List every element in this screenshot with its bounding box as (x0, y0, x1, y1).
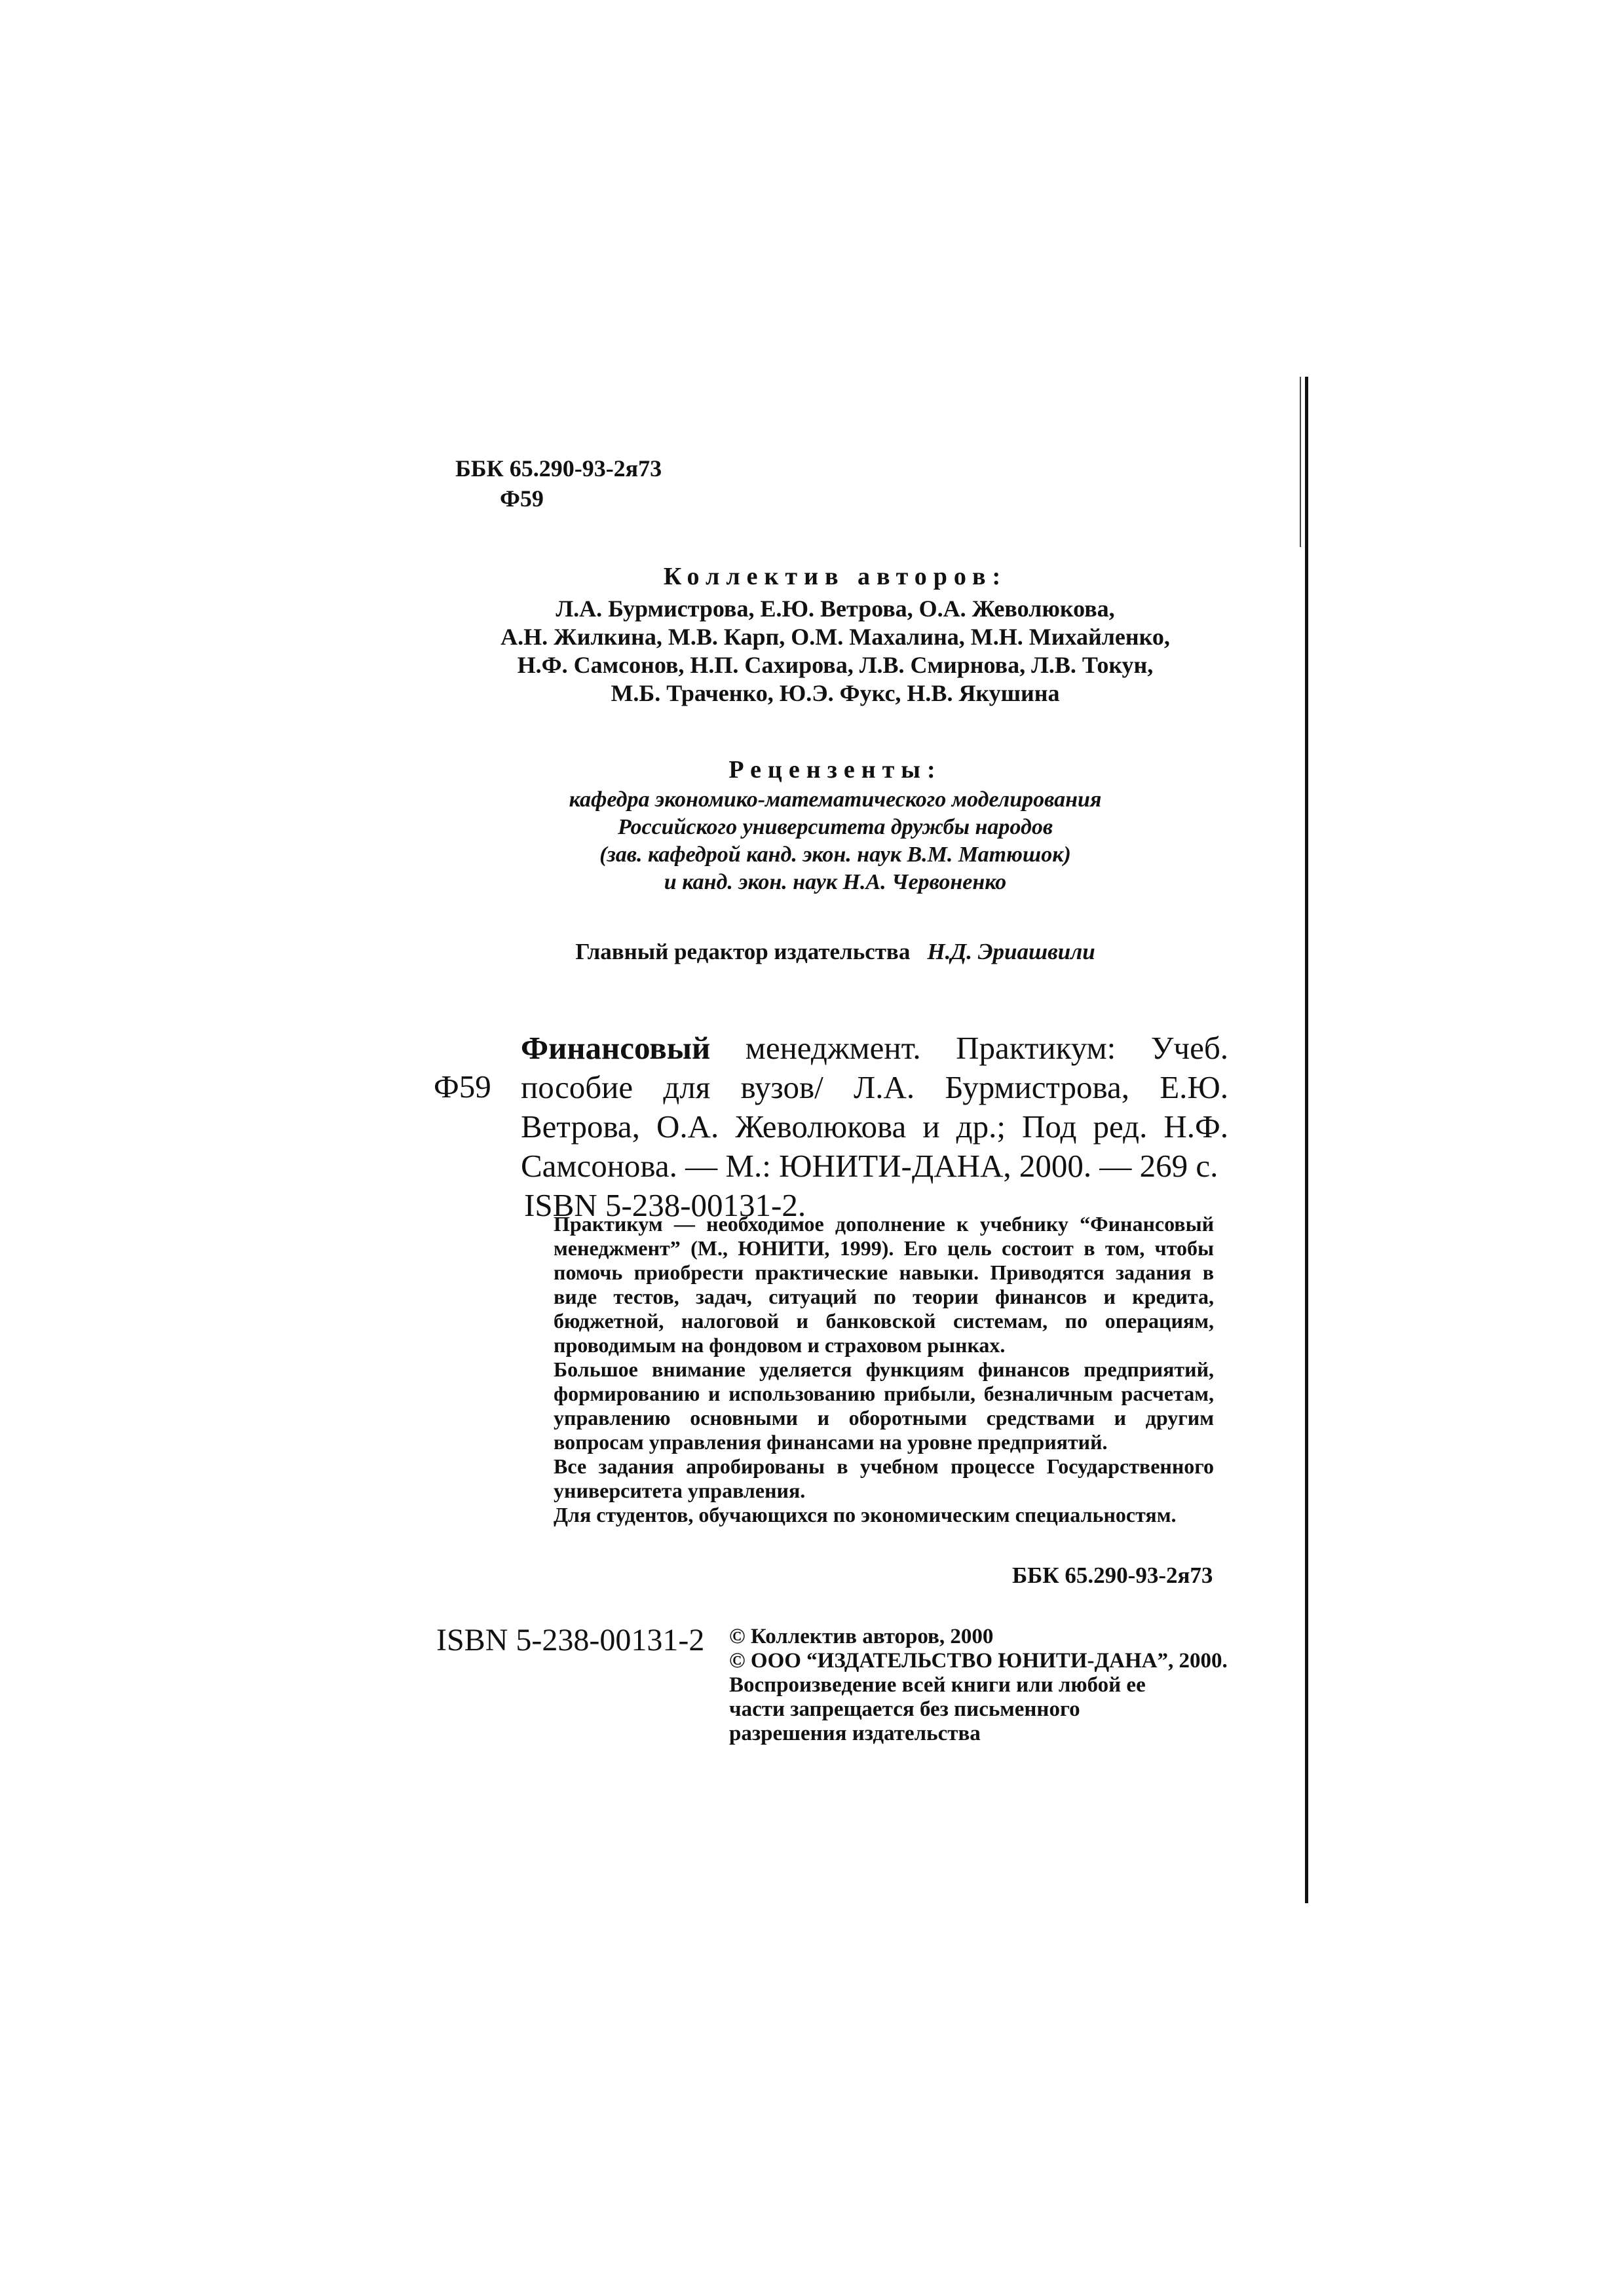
reviewers-heading: Рецензенты: (728, 756, 942, 784)
authors-line: Л.А. Бурмистрова, Е.Ю. Ветрова, О.А. Жеволюкова, (556, 596, 1115, 622)
authors-line: Н.Ф. Самсонов, Н.П. Сахирова, Л.В. Смирнова, Л.В. Токун, (517, 652, 1154, 678)
reviewers-list (393, 786, 1277, 896)
abstract (554, 1212, 1214, 1527)
abstract-paragraph: Все задания апробированы в учебном процессе Государственного университета управления. (554, 1454, 1214, 1502)
bbk-classification-top (455, 453, 662, 514)
bbk-code: ББК 65.290-93-2я73 (455, 455, 662, 482)
abstract-paragraph: Для студентов, обучающихся по экономическим специальностям. (554, 1503, 1177, 1526)
copyright-line: © Коллектив авторов, 2000 (729, 1625, 994, 1648)
page-edge-line (1305, 377, 1308, 1903)
authors-list (393, 595, 1277, 708)
isbn: ISBN 5-238-00131-2 (436, 1623, 705, 1658)
authors-line: А.Н. Жилкина, М.В. Карп, О.М. Махалина, М.Н. Михайленко, (500, 624, 1170, 650)
bibliographic-isbn: ISBN 5-238-00131-2. (524, 1187, 806, 1223)
chief-editor (393, 939, 1277, 965)
authors-line: М.Б. Траченко, Ю.Э. Фукс, Н.В. Якушина (611, 680, 1060, 706)
copyright-line: части запрещается без письменного (729, 1697, 1080, 1721)
bbk-classification-bottom: ББК 65.290-93-2я73 (1012, 1563, 1213, 1588)
book-title-bold: Финансовый (521, 1030, 711, 1066)
bibliographic-index: Ф59 (434, 1069, 491, 1105)
copyright-line: Воспроизведение всей книги или любой ее (729, 1673, 1146, 1697)
authors-heading: Коллектив авторов: (663, 563, 1008, 590)
reviewers-line: Российского университета дружбы народов (617, 815, 1053, 839)
abstract-paragraph: Практикум — необходимое дополнение к учебнику “Финансовый менеджмент” (М., ЮНИТИ, 1999). Его цель состоит в том, чтобы помочь приобрести практические навыки. Приводятся задания в виде тестов, задач, ситуаций по теории финансов и кредита, бюджетной, налоговой и банковской системам, по операциям, проводимым на фондовом и страховом рынках. (554, 1212, 1214, 1357)
copyright-block (729, 1625, 1228, 1746)
reviewers-line: (зав. кафедрой канд. экон. наук В.М. Матюшок) (599, 843, 1071, 867)
copyright-line: разрешения издательства (729, 1722, 981, 1745)
editor-label: Главный редактор издательства (575, 939, 911, 964)
editor-name: Н.Д. Эриашвили (927, 939, 1095, 964)
reviewers-line: кафедра экономико-математического моделирования (569, 787, 1102, 812)
page-edge-line-thin (1300, 377, 1301, 547)
bibliographic-description (521, 1029, 1228, 1225)
copyright-line: © ООО “ИЗДАТЕЛЬСТВО ЮНИТИ-ДАНА”, 2000. (729, 1649, 1228, 1673)
bibliographic-text: менеджмент. Практикум: Учеб. пособие для вузов/ Л.А. Бурмистрова, Е.Ю. Ветрова, О.А. Жеволюкова и др.; Под ред. Н.Ф. Самсонова. — М.: ЮНИТИ-ДАНА, 2000. — 269 с. (521, 1030, 1228, 1184)
abstract-paragraph: Большое внимание уделяется функциям финансов предприятий, формированию и использованию прибыли, безналичным расчетам, управлению основными и оборотными средствами и другим вопросам управления финансами на уровне предприятий. (554, 1357, 1214, 1454)
reviewers-line: и канд. экон. наук Н.А. Червоненко (664, 870, 1007, 894)
author-mark: Ф59 (500, 485, 544, 512)
